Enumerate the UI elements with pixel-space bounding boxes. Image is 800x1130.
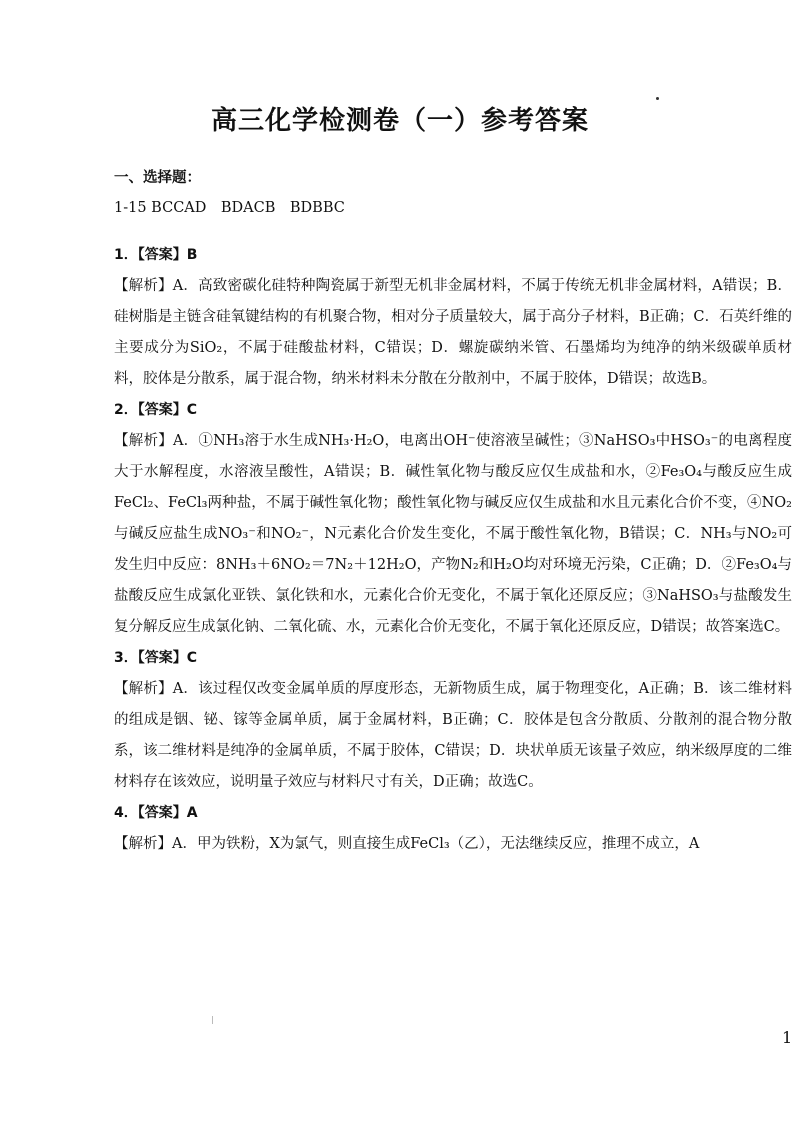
question-1-explanation: 【解析】A．高致密碳化硅特种陶瓷属于新型无机非金属材料，不属于传统无机非金属材料，A错误；B．硅树脂是主链含硅氧键结构的有机聚合物，相对分子质量较大，属于高分子材料，B正确；C．石英纤维的主要成分为SiO₂，不属于硅酸盐材料，C错误；D．螺旋碳纳米管、石墨烯均为纯净的纳米级碳单质材料，胶体是分散系，属于混合物，纳米材料未分散在分散剂中，不属于胶体，D错误；故选B。 xyxy=(114,278,792,387)
question-4-explanation: 【解析】A．甲为铁粉，X为氯气，则直接生成FeCl₃（乙），无法继续反应，推理不成立，A xyxy=(114,836,700,852)
question-4-answer: 4．【答案】A xyxy=(114,805,198,821)
question-3-answer: 3．【答案】C xyxy=(114,650,198,666)
question-2-explanation: 【解析】A．①NH₃溶于水生成NH₃·H₂O，电离出OH⁻使溶液呈碱性；③NaHSO₃中HSO₃⁻的电离程度大于水解程度，水溶液呈酸性，A错误；B．碱性氧化物与酸反应仅生成盐和水，②Fe₃O₄与酸反应生成FeCl₂、FeCl₃两种盐，不属于碱性氧化物；酸性氧化物与碱反应仅生成盐和水且元素化合价不变，④NO₂与碱反应盐生成NO₃⁻和NO₂⁻，N元素化合价发生变化，不属于酸性氧化物，B错误；C．NH₃与NO₂可发生归中反应：8NH₃＋6NO₂＝7N₂＋12H₂O，产物N₂和H₂O均对环境无污染，C正确；D．②Fe₃O₄与盐酸反应生成氯化亚铁、氯化铁和水，元素化合价无变化，不属于氧化还原反应；③NaHSO₃与盐酸发生复分解反应生成氯化钠、二氧化硫、水，元素化合价无变化，不属于氧化还原反应，D错误；故答案选C。 xyxy=(114,433,792,635)
scan-mark xyxy=(212,1016,213,1024)
question-1-answer: 1．【答案】B xyxy=(114,247,198,263)
question-3-explanation: 【解析】A．该过程仅改变金属单质的厚度形态，无新物质生成，属于物理变化，A正确；B．该二维材料的组成是铟、铋、镓等金属单质，属于金属材料，B正确；C．胶体是包含分散质、分散剂的混合物分散系，该二维材料是纯净的金属单质，不属于胶体，C错误；D．块状单质无该量子效应，纳米级厚度的二维材料存在该效应，说明量子效应与材料尺寸有关，D正确；故选C。 xyxy=(114,681,792,790)
page-number: 1 xyxy=(782,1028,793,1047)
answer-body xyxy=(114,162,792,860)
question-2-answer: 2．【答案】C xyxy=(114,402,198,418)
scan-speck xyxy=(656,97,659,100)
page-title: 高三化学检测卷（一）参考答案 xyxy=(210,106,589,136)
answer-summary: 1-15 BCCAD BDACB BDBBC xyxy=(114,200,345,216)
section-heading: 一、选择题： xyxy=(114,169,201,186)
